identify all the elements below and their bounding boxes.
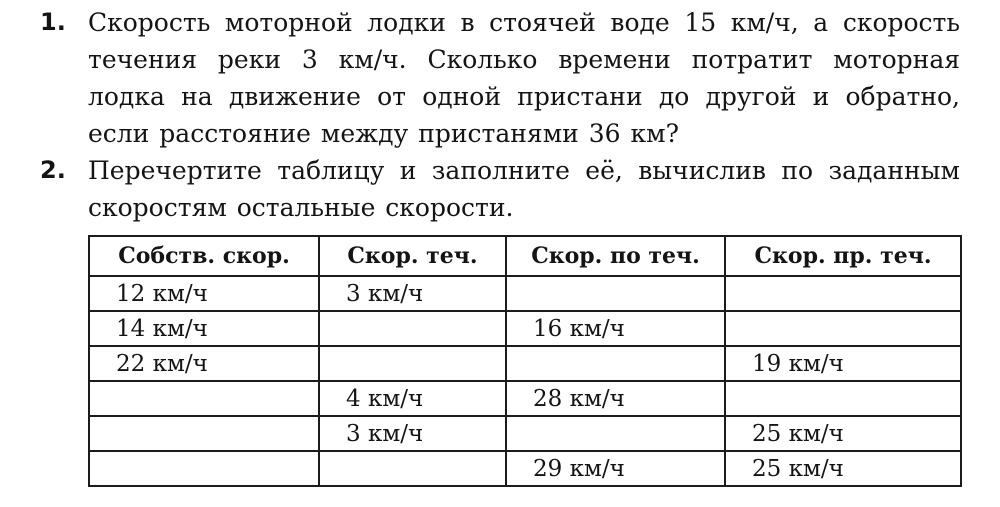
problem-number: 1. bbox=[40, 8, 66, 36]
table-cell bbox=[319, 311, 506, 346]
problem-number: 2. bbox=[40, 156, 66, 184]
table-cell bbox=[89, 381, 319, 416]
table-cell: 19 км/ч bbox=[725, 346, 961, 381]
table-cell: 25 км/ч bbox=[725, 416, 961, 451]
table-cell: 3 км/ч bbox=[319, 416, 506, 451]
problem-2 bbox=[40, 152, 960, 226]
table-cell: 14 км/ч bbox=[89, 311, 319, 346]
problem-1 bbox=[40, 4, 960, 152]
table-header-row bbox=[89, 236, 961, 276]
table-cell bbox=[319, 451, 506, 486]
table-cell: 29 км/ч bbox=[506, 451, 725, 486]
header-own-speed: Собств. скор. bbox=[89, 236, 319, 276]
table-cell: 25 км/ч bbox=[725, 451, 961, 486]
table-cell: 3 км/ч bbox=[319, 276, 506, 311]
table-row bbox=[89, 346, 961, 381]
header-upstream-speed: Скор. пр. теч. bbox=[725, 236, 961, 276]
header-current-speed: Скор. теч. bbox=[319, 236, 506, 276]
table-cell bbox=[506, 416, 725, 451]
table-cell bbox=[319, 346, 506, 381]
table-cell: 16 км/ч bbox=[506, 311, 725, 346]
table-cell bbox=[725, 311, 961, 346]
table-row bbox=[89, 311, 961, 346]
table-cell bbox=[506, 276, 725, 311]
table-cell bbox=[89, 416, 319, 451]
table-cell bbox=[89, 451, 319, 486]
table-cell: 12 км/ч bbox=[89, 276, 319, 311]
table-row bbox=[89, 381, 961, 416]
table-cell: 22 км/ч bbox=[89, 346, 319, 381]
problem-text: Перечертите таблицу и заполните её, вычислив по заданным скоростям остальные скорости. bbox=[88, 156, 960, 222]
speed-table bbox=[88, 235, 962, 487]
table-cell bbox=[725, 276, 961, 311]
table-row bbox=[89, 451, 961, 486]
table-cell bbox=[725, 381, 961, 416]
table-row bbox=[89, 276, 961, 311]
header-downstream-speed: Скор. по теч. bbox=[506, 236, 725, 276]
table-row bbox=[89, 416, 961, 451]
table-cell bbox=[506, 346, 725, 381]
table-cell: 28 км/ч bbox=[506, 381, 725, 416]
table-cell: 4 км/ч bbox=[319, 381, 506, 416]
problem-text: Скорость моторной лодки в стоячей воде 15 км/ч, а скорость течения реки 3 км/ч. Сколько времени потратит моторная лодка на движение от одной пристани до другой и обратно, если расстояние между пристанями 36 км? bbox=[88, 8, 960, 148]
